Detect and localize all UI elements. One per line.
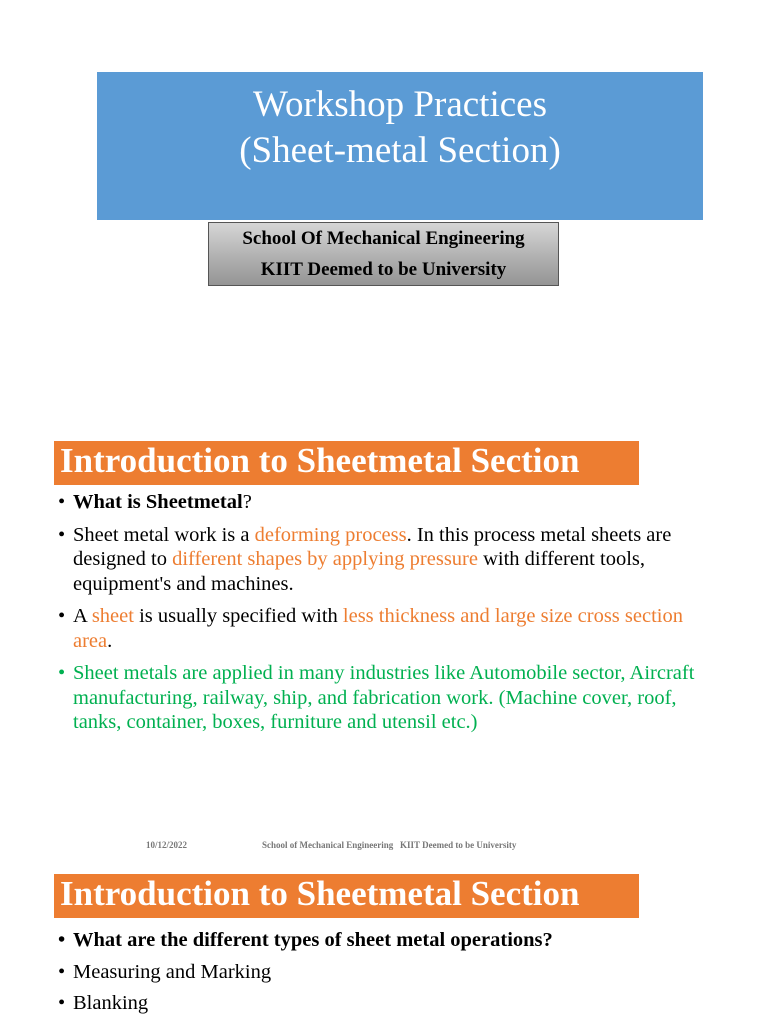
- list-item: • What are the different types of sheet metal operations?: [58, 929, 553, 951]
- bullet-icon: •: [58, 523, 66, 546]
- institution-line-2: KIIT Deemed to be University: [260, 259, 507, 280]
- list-item: • Sheet metals are applied in many industries like Automobile sector, Aircraft manufacturing, railway, ship, and fabrication work. (Machine cover, roof, tanks, container, boxes, furniture and utensil etc.): [58, 662, 695, 733]
- title-line-1: Workshop Practices: [253, 84, 547, 125]
- bullet-icon: •: [58, 491, 66, 513]
- title-line-2: (Sheet-metal Section): [239, 130, 561, 171]
- footer-institution: School of Mechanical Engineering KIIT Deemed to be University: [262, 840, 517, 850]
- intro-slide: [0, 430, 768, 860]
- institution-box: [208, 222, 559, 286]
- list-item: • A sheet is usually specified with less thickness and large size cross section area.: [58, 605, 683, 652]
- title-slide: [0, 0, 768, 430]
- bullet-icon: •: [58, 605, 66, 627]
- bullet-list: [58, 928, 718, 1023]
- bullet-list: [58, 490, 718, 743]
- list-item: • Sheet metal work is a deforming process. In this process metal sheets are designed to different shapes by applying pressure with different tools, equipment's and machines.: [58, 523, 672, 595]
- bullet-icon: •: [58, 992, 66, 1014]
- bullet-icon: •: [58, 929, 66, 951]
- list-item: • Blanking: [58, 992, 149, 1014]
- title-banner: [97, 72, 703, 220]
- institution-line-1: School Of Mechanical Engineering: [242, 228, 525, 249]
- operations-slide: [0, 860, 768, 1024]
- section-header: Introduction to Sheetmetal Section: [54, 874, 639, 918]
- bullet-icon: •: [58, 960, 66, 983]
- bullet-icon: •: [58, 662, 66, 684]
- footer-date: 10/12/2022: [146, 840, 188, 850]
- section-header: Introduction to Sheetmetal Section: [54, 441, 639, 485]
- list-item: • What is Sheetmetal?: [58, 491, 252, 513]
- list-item: • Measuring and Marking: [58, 960, 272, 983]
